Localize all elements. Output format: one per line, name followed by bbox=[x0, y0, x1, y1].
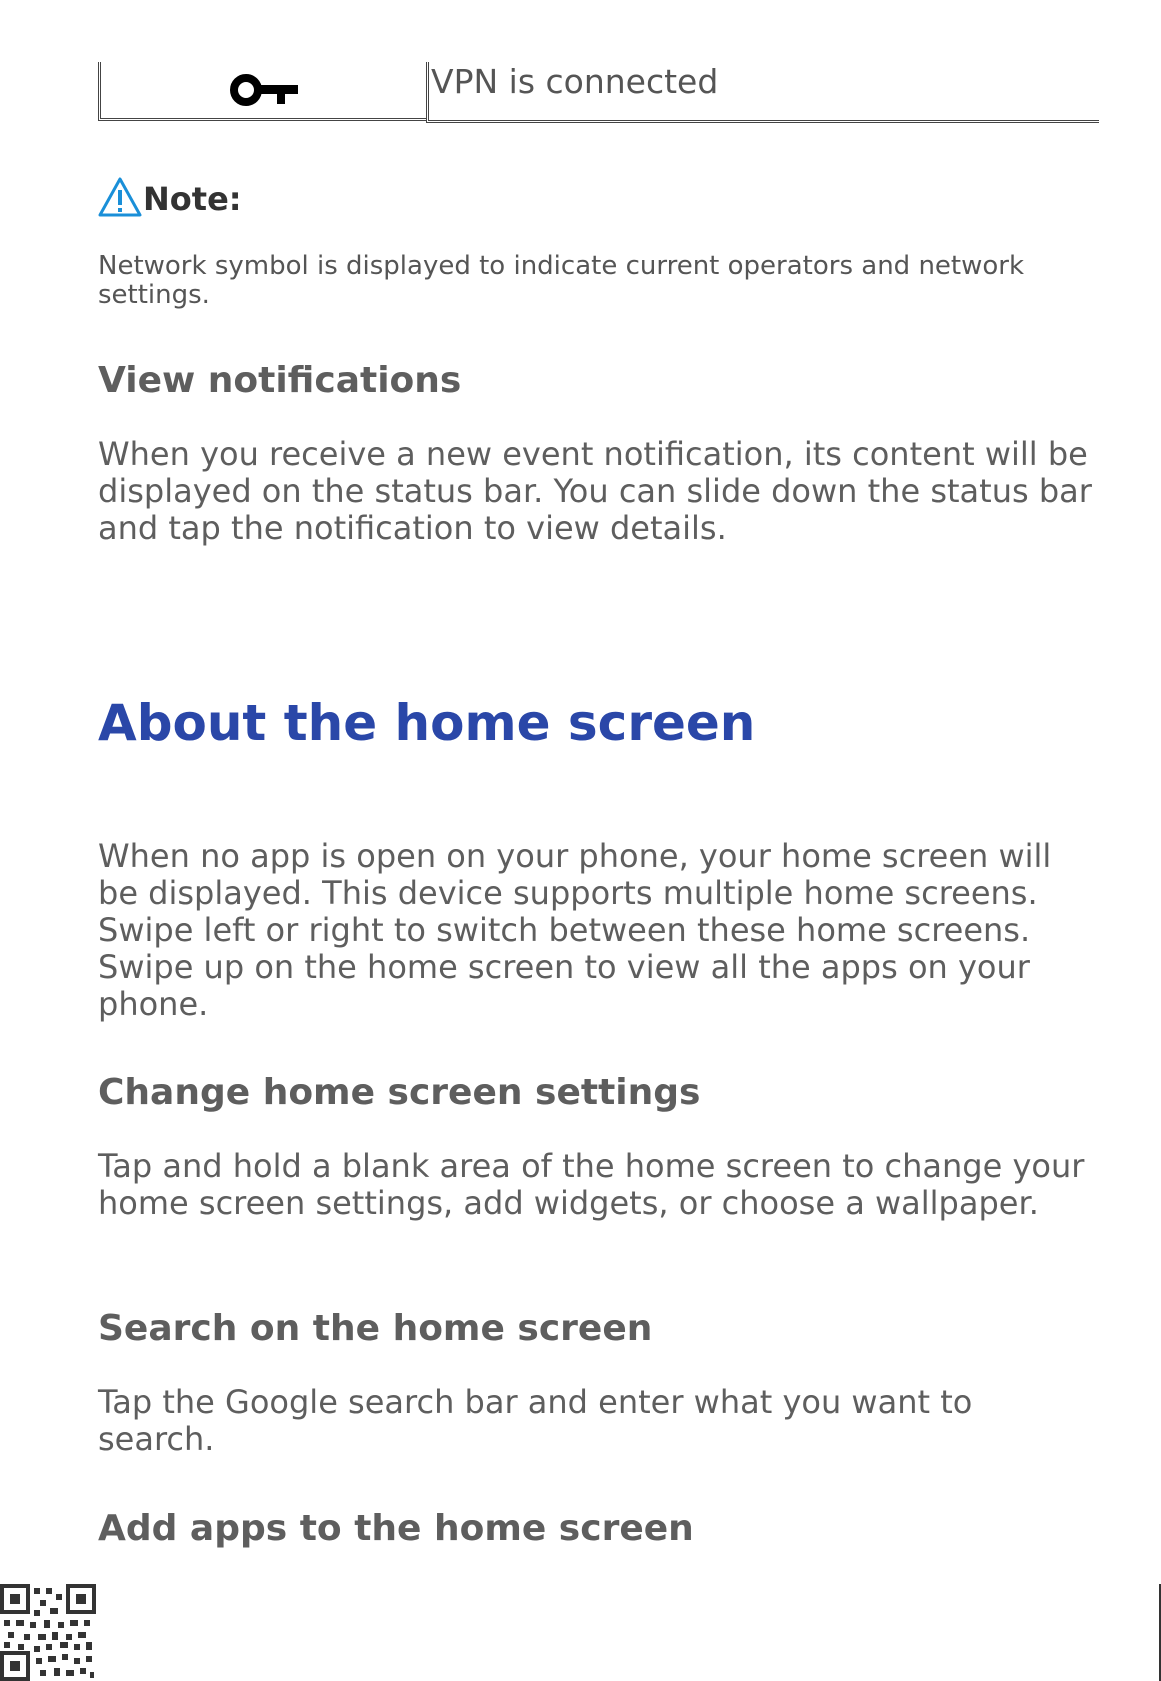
note-title: Note: bbox=[143, 180, 242, 218]
change-settings-text: Tap and hold a blank area of the home screen to change your home screen settings, add widgets, or choose a wallpaper. bbox=[98, 1147, 1085, 1222]
description-cell bbox=[426, 62, 1099, 123]
vpn-key-icon bbox=[229, 72, 301, 108]
icon-cell bbox=[98, 62, 427, 121]
vpn-description: VPN is connected bbox=[431, 62, 719, 101]
add-apps-heading: Add apps to the home screen bbox=[98, 1508, 694, 1549]
search-text: Tap the Google search bar and enter what you want to search. bbox=[98, 1383, 973, 1458]
status-icon-table bbox=[98, 62, 1098, 122]
about-home-screen-heading: About the home screen bbox=[98, 694, 756, 752]
view-notifications-text: When you receive a new event notification, its content will be displayed on the status bar. You can slide down the status bar and tap the notification to view details. bbox=[98, 435, 1092, 547]
view-notifications-heading: View notifications bbox=[98, 360, 462, 401]
qr-code-image bbox=[0, 1584, 96, 1681]
warning-icon bbox=[97, 176, 143, 218]
change-settings-heading: Change home screen settings bbox=[98, 1072, 701, 1113]
note-text: Network symbol is displayed to indicate current operators and network settings. bbox=[98, 251, 1025, 310]
about-home-screen-text: When no app is open on your phone, your home screen will be displayed. This device supports multiple home screens. Swipe left or right to switch between these home screens. Swipe up on the home screen to view all the apps on your phone. bbox=[98, 837, 1052, 1023]
search-heading: Search on the home screen bbox=[98, 1308, 653, 1349]
